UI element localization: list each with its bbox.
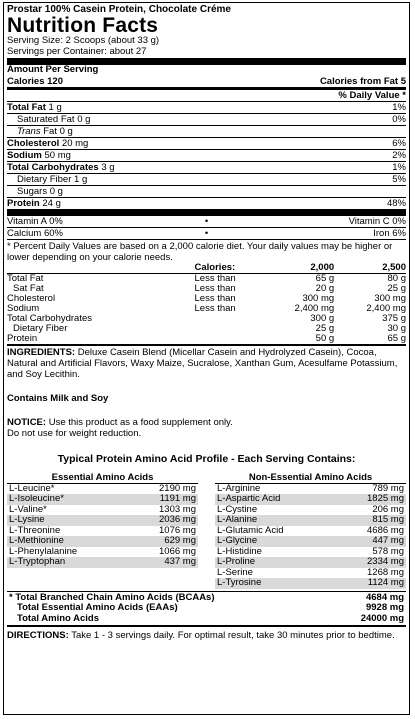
dv-2000: 20 g bbox=[315, 282, 335, 294]
dv-header-2000: 2,000 bbox=[310, 261, 335, 273]
calories-fat-label: Calories from Fat 5 bbox=[319, 75, 406, 87]
amino-value: 1066 mg bbox=[159, 545, 196, 557]
nutrient-amount: 0 g bbox=[77, 113, 91, 125]
directions-text: Take 1 - 3 servings daily. For optimal result, take 30 minutes prior to bedtime. bbox=[68, 630, 395, 641]
ingredients bbox=[7, 347, 406, 380]
amino-name: L-Methionine bbox=[9, 535, 64, 546]
calories-row bbox=[7, 76, 406, 88]
total-label: Total Amino Acids bbox=[17, 612, 99, 624]
serving-size: Serving Size: 2 Scoops (about 33 g) bbox=[7, 35, 160, 46]
nutrient-amount: Fat 0 g bbox=[43, 125, 73, 137]
amino-name: L-Glutamic Acid bbox=[217, 524, 284, 536]
amino-name: L-Cystine bbox=[217, 503, 258, 515]
notice-label: NOTICE: bbox=[7, 416, 47, 428]
panel-title: Nutrition Facts bbox=[7, 14, 159, 37]
notice-text-2: Do not use for weight reduction. bbox=[7, 427, 142, 439]
dv-table-row bbox=[7, 284, 406, 294]
dv-2500: 25 g bbox=[387, 282, 406, 294]
amino-value: 578 mg bbox=[372, 545, 404, 557]
nutrient-name: Protein bbox=[7, 197, 40, 209]
amino-row bbox=[215, 578, 406, 589]
amino-name: L-Tyrosine bbox=[217, 577, 262, 588]
dv-qualifier: Less than bbox=[194, 272, 236, 284]
nutrient-dv: 1% bbox=[392, 161, 406, 173]
dv-2500: 30 g bbox=[387, 322, 406, 334]
nutrient-amount: 20 mg bbox=[61, 137, 89, 149]
ingredients-text: Deluxe Casein Blend (Micellar Casein and Hydrolyzed Casein), Cocoa, Natural and Artificial Flavors, Waxy Maize, Sucralose, Xanthan Gum, Acesulfame Potassium, and Soy Lecithin. bbox=[7, 346, 398, 380]
allergen-statement: Contains Milk and Soy bbox=[7, 392, 109, 404]
dv-table-row bbox=[7, 273, 406, 284]
dv-table-row bbox=[7, 314, 406, 324]
amino-name: L-Serine bbox=[217, 566, 253, 578]
amino-profile-title: Typical Protein Amino Acid Profile - Each Serving Contains: bbox=[57, 452, 356, 465]
nutrient-dv: 6% bbox=[392, 137, 406, 149]
dv-2500: 300 mg bbox=[374, 292, 406, 304]
nutrient-amount: 1 g bbox=[48, 101, 62, 113]
nutrient-amount: 50 mg bbox=[44, 149, 71, 161]
nutrient-row bbox=[7, 102, 406, 114]
dv-2000: 300 mg bbox=[302, 292, 335, 304]
divider-thick bbox=[7, 209, 406, 216]
divider-medium bbox=[7, 625, 406, 627]
amino-name: L-Leucine* bbox=[9, 482, 55, 494]
amino-value: 437 mg bbox=[164, 556, 196, 567]
amino-value: 1124 mg bbox=[367, 577, 404, 588]
nutrient-name: Cholesterol bbox=[7, 137, 60, 149]
amino-name: L-Valine* bbox=[9, 503, 47, 515]
nutrient-name: Dietary Fiber bbox=[17, 173, 72, 185]
dv-table-row bbox=[7, 324, 406, 334]
amino-value: 206 mg bbox=[372, 503, 404, 515]
nutrient-name: Total Carbohydrates bbox=[7, 161, 99, 173]
amino-name: L-Aspartic Acid bbox=[217, 493, 281, 504]
nutrient-amount: 1 g bbox=[74, 173, 88, 185]
amino-row bbox=[7, 494, 198, 505]
dv-nutrient: Sodium bbox=[7, 302, 40, 314]
amino-name: L-Isoleucine* bbox=[9, 493, 64, 504]
vitamin-right: Vitamin C 0% bbox=[348, 215, 406, 227]
nutrient-name: Trans bbox=[17, 125, 41, 137]
dv-header-calories: Calories: bbox=[194, 261, 236, 273]
total-label: * Total Branched Chain Amino Acids (BCAAs) bbox=[9, 591, 215, 603]
dv-2500: 65 g bbox=[387, 332, 406, 344]
dv-qualifier bbox=[195, 324, 263, 334]
amino-row bbox=[215, 494, 406, 505]
nutrient-row bbox=[7, 174, 406, 186]
amino-value: 629 mg bbox=[164, 535, 196, 546]
nutrient-row bbox=[7, 138, 406, 150]
essential-header: Essential Amino Acids bbox=[7, 473, 198, 484]
amino-row bbox=[7, 557, 198, 568]
total-value: 4684 mg bbox=[365, 591, 404, 603]
amino-value: 2036 mg bbox=[159, 514, 196, 525]
nutrient-amount: 24 g bbox=[42, 197, 61, 209]
amino-name: L-Proline bbox=[217, 556, 256, 567]
amount-per-serving: Amount Per Serving bbox=[7, 64, 99, 75]
notice-text: Use this product as a food supplement only. bbox=[46, 416, 233, 428]
dv-nutrient: Total Fat bbox=[7, 272, 44, 284]
dv-2000: 50 g bbox=[315, 332, 335, 344]
dv-qualifier: Less than bbox=[194, 302, 236, 314]
total-value: 24000 mg bbox=[360, 612, 404, 624]
amino-name: L-Threonine bbox=[9, 524, 61, 536]
vitamin-left: Vitamin A 0% bbox=[7, 215, 63, 227]
vitamin-row bbox=[7, 228, 406, 240]
bullet-icon: • bbox=[204, 215, 209, 227]
ingredients-label: INGREDIENTS: bbox=[7, 346, 76, 358]
nutrient-name: Saturated Fat bbox=[17, 113, 75, 125]
amino-value: 815 mg bbox=[372, 514, 404, 525]
dv-nutrient: Cholesterol bbox=[7, 292, 56, 304]
nutrient-row bbox=[7, 114, 406, 126]
calories-label: Calories 120 bbox=[7, 75, 63, 87]
dv-header-2500: 2,500 bbox=[382, 261, 406, 273]
daily-value-header-row bbox=[7, 90, 406, 102]
nutrient-amount: 3 g bbox=[101, 161, 115, 173]
dv-qualifier: Less than bbox=[194, 292, 236, 304]
dv-qualifier: Less than bbox=[194, 282, 236, 294]
amino-value: 1076 mg bbox=[159, 524, 196, 536]
nonessential-column bbox=[215, 473, 406, 589]
amino-row bbox=[215, 536, 406, 547]
total-value: 9928 mg bbox=[365, 602, 404, 613]
divider-medium bbox=[7, 344, 406, 346]
directions-label: DIRECTIONS: bbox=[7, 630, 69, 641]
vitamin-right: Iron 6% bbox=[373, 227, 406, 239]
notice bbox=[7, 417, 406, 428]
nutrient-name: Sodium bbox=[7, 149, 42, 161]
amino-name: L-Glycine bbox=[217, 535, 258, 546]
total-row bbox=[7, 603, 406, 614]
total-row bbox=[7, 614, 406, 625]
nutrient-row bbox=[7, 150, 406, 162]
amino-row bbox=[7, 515, 198, 526]
nutrient-dv: 1% bbox=[392, 101, 406, 113]
nutrient-row bbox=[7, 162, 406, 174]
amino-value: 1303 mg bbox=[159, 503, 196, 515]
amino-name: L-Phenylalanine bbox=[9, 545, 78, 557]
daily-value-table bbox=[7, 263, 406, 344]
dv-2000: 300 g bbox=[310, 312, 335, 324]
dv-2500: 2,400 mg bbox=[366, 302, 406, 314]
servings-per-container: Servings per Container: about 27 bbox=[7, 45, 147, 57]
footnote: * Percent Daily Values are based on a 2,000 calorie diet. Your daily values may be higher or lower depending on your calorie needs. bbox=[7, 240, 393, 263]
essential-column bbox=[7, 473, 198, 589]
nutrient-row bbox=[7, 198, 406, 209]
amino-name: L-Histidine bbox=[217, 545, 262, 557]
amino-name: L-Arginine bbox=[217, 482, 261, 494]
amino-row bbox=[7, 536, 198, 547]
dv-nutrient: Total Carbohydrates bbox=[7, 312, 93, 324]
amino-row bbox=[215, 515, 406, 526]
amino-value: 2334 mg bbox=[367, 556, 404, 567]
dv-2500: 80 g bbox=[387, 272, 406, 284]
nutrition-label bbox=[3, 2, 410, 715]
dv-2000: 65 g bbox=[315, 272, 335, 284]
nutrient-dv: 5% bbox=[392, 173, 406, 185]
dv-table-row bbox=[7, 334, 406, 344]
vitamin-row bbox=[7, 216, 406, 228]
dv-2500: 375 g bbox=[382, 312, 406, 324]
amino-name: L-Alanine bbox=[217, 514, 258, 525]
dv-qualifier bbox=[195, 334, 263, 344]
nutrient-row bbox=[7, 126, 406, 138]
amino-name: L-Tryptophan bbox=[9, 556, 66, 567]
amino-value: 1191 mg bbox=[159, 493, 196, 504]
amino-profile bbox=[7, 473, 406, 589]
dv-table-row bbox=[7, 294, 406, 304]
dv-nutrient: Dietary Fiber bbox=[13, 322, 68, 334]
dv-table-header bbox=[7, 263, 406, 274]
amino-value: 1825 mg bbox=[367, 493, 404, 504]
product-name: Prostar 100% Casein Protein, Chocolate Créme bbox=[7, 4, 231, 15]
amino-row bbox=[215, 557, 406, 568]
directions bbox=[7, 630, 406, 641]
amino-name: L-Lysine bbox=[9, 514, 45, 525]
dv-2000: 2,400 mg bbox=[294, 302, 335, 314]
amino-value: 789 mg bbox=[372, 482, 404, 494]
dv-2000: 25 g bbox=[315, 322, 335, 334]
total-label: Total Essential Amino Acids (EAAs) bbox=[17, 602, 178, 613]
amino-value: 2190 mg bbox=[159, 482, 196, 494]
nutrient-name: Total Fat bbox=[7, 101, 46, 113]
dv-table-row bbox=[7, 304, 406, 314]
nutrient-dv: 2% bbox=[392, 149, 406, 161]
vitamin-left: Calcium 60% bbox=[7, 227, 63, 239]
nutrient-name: Sugars bbox=[17, 185, 48, 197]
nutrient-row bbox=[7, 186, 406, 198]
amino-value: 447 mg bbox=[372, 535, 404, 546]
dv-nutrient: Sat Fat bbox=[13, 282, 44, 294]
daily-value-header: % Daily Value * bbox=[338, 89, 406, 101]
nutrient-dv: 48% bbox=[386, 197, 406, 209]
amino-value: 1268 mg bbox=[367, 566, 404, 578]
nonessential-header: Non-Essential Amino Acids bbox=[215, 473, 406, 484]
amino-value: 4686 mg bbox=[367, 524, 404, 536]
nutrient-amount: 0 g bbox=[49, 185, 63, 197]
dv-qualifier bbox=[195, 314, 263, 324]
dv-nutrient: Protein bbox=[7, 332, 38, 344]
nutrient-dv: 0% bbox=[392, 113, 406, 125]
bullet-icon: • bbox=[204, 227, 209, 239]
